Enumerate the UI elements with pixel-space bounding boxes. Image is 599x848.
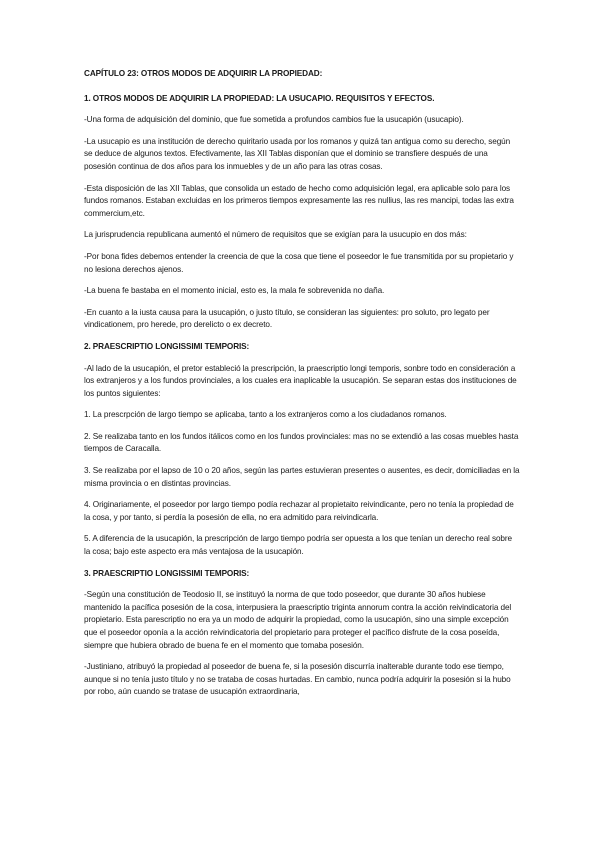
paragraph: -La buena fe bastaba en el momento inicial, esto es, la mala fe sobrevenida no daña.: [84, 286, 385, 296]
paragraph: -En cuanto a la iusta causa para la usucapión, o justo título, se consideran las siguientes: pro soluto, pro legato per vindicationem, pro herede, pro derelicto o ex decreto.: [84, 307, 490, 330]
list-item: 2. Se realizaba tanto en los fundos itálicos como en los fundos provinciales: mas no se extendió a las cosas muebles hasta tiempos de Caracalla.: [84, 431, 519, 454]
list-item: 1. La prescrpción de largo tiempo se aplicaba, tanto a los extranjeros como a los ciudadanos romanos.: [84, 410, 447, 420]
chapter-title: CAPÍTULO 23: OTROS MODOS DE ADQUIRIR LA PROPIEDAD:: [84, 69, 323, 78]
paragraph: -Por bona fides debemos entender la creencia de que la cosa que tiene el poseedor le fue transmitida por su propietario y no lesiona derechos ajenos.: [84, 251, 514, 274]
paragraph: -Una forma de adquisición del dominio, que fue sometida a profundos cambios fue la usucapión (usucapio).: [84, 115, 464, 125]
section-heading-3: 3. PRAESCRIPTIO LONGISSIMI TEMPORIS:: [84, 568, 250, 578]
paragraph: -Al lado de la usucapión, el pretor estableció la prescripción, la praescriptio longi temporis, sonbre todo en consideración a los extranjeros y a los fundos provinciales, a los cuales era inaplicable la usucapión. Se separan estas dos instituciones de los puntos siguientes:: [84, 363, 517, 398]
paragraph: -Justiniano, atribuyó la propiedad al poseedor de buena fe, si la posesión discurría inalterable durante todo ese tiempo, aunque si no tenía justo título y no se trataba de cosas hurtadas. En cambio, nunca podría adquirir la posesión si la hubo por robo, aún cuando se tratase de usucapión extraordinaria,: [84, 662, 511, 697]
section-heading-1: 1. OTROS MODOS DE ADQUIRIR LA PROPIEDAD: LA USUCAPIO. REQUISITOS Y EFECTOS.: [84, 93, 435, 103]
paragraph: La jurisprudencia republicana aumentó el número de requisitos que se exigían para la usucupio en dos más:: [84, 230, 467, 240]
list-item: 3. Se realizaba por el lapso de 10 o 20 años, según las partes estuvieran presentes o ausentes, es decir, domiciliadas en la misma provincia o en distintas provincias.: [84, 466, 520, 488]
list-item: 4. Originariamente, el poseedor por largo tiempo podía rechazar al propietaito reivindicante, pero no tenía la propiedad de la cosa, y por tanto, si perdía la posesión de ella, no era admitido para reivindicarla.: [84, 500, 514, 522]
paragraph: -La usucapio es una institución de derecho quiritario usada por los romanos y quizá tan antigua como su derecho, según se deduce de algunos textos. Efectivamente, las XII Tablas disponían que el dominio se transfiere después de una posesión continua de dos años para los inmuebles y de un año para las otras cosas.: [84, 136, 511, 171]
section-heading-2: 2. PRAESCRIPTIO LONGISSIMI TEMPORIS:: [84, 341, 250, 351]
paragraph: -Esta disposición de las XII Tablas, que consolida un estado de hecho como adquisición legal, era aplicable solo para los fundos romanos. Estaban excluidas en los primeros tiempos expresamente las res nullius, las res mancipi, todas las extra commercium,etc.: [84, 183, 514, 218]
document-page: [84, 68, 520, 708]
paragraph: -Según una constitución de Teodosio II, se instituyó la norma de que todo poseedor, que durante 30 años hubiese mantenido la pacífica posesión de la cosa, interpusiera la praescriptio triginta annorum contra la acción reivindicatoria del propietario. Esta parescriptio no era ya un modo de adquirir la propiedad, como la usucapión, sino una simple excepción que el poseedor oponía a la acción reivindicatoria del propietario para proteger el pacífico disfrute de la cosa poseída, siempre que hubiera obrado de buena fe en el momento que tomaba posesión.: [84, 590, 512, 650]
list-item: 5. A diferencia de la usucapión, la prescripción de largo tiempo podría ser opuesta a los que tenían un derecho real sobre la cosa; bajo este aspecto era más ventajosa de la usucapión.: [84, 534, 512, 557]
